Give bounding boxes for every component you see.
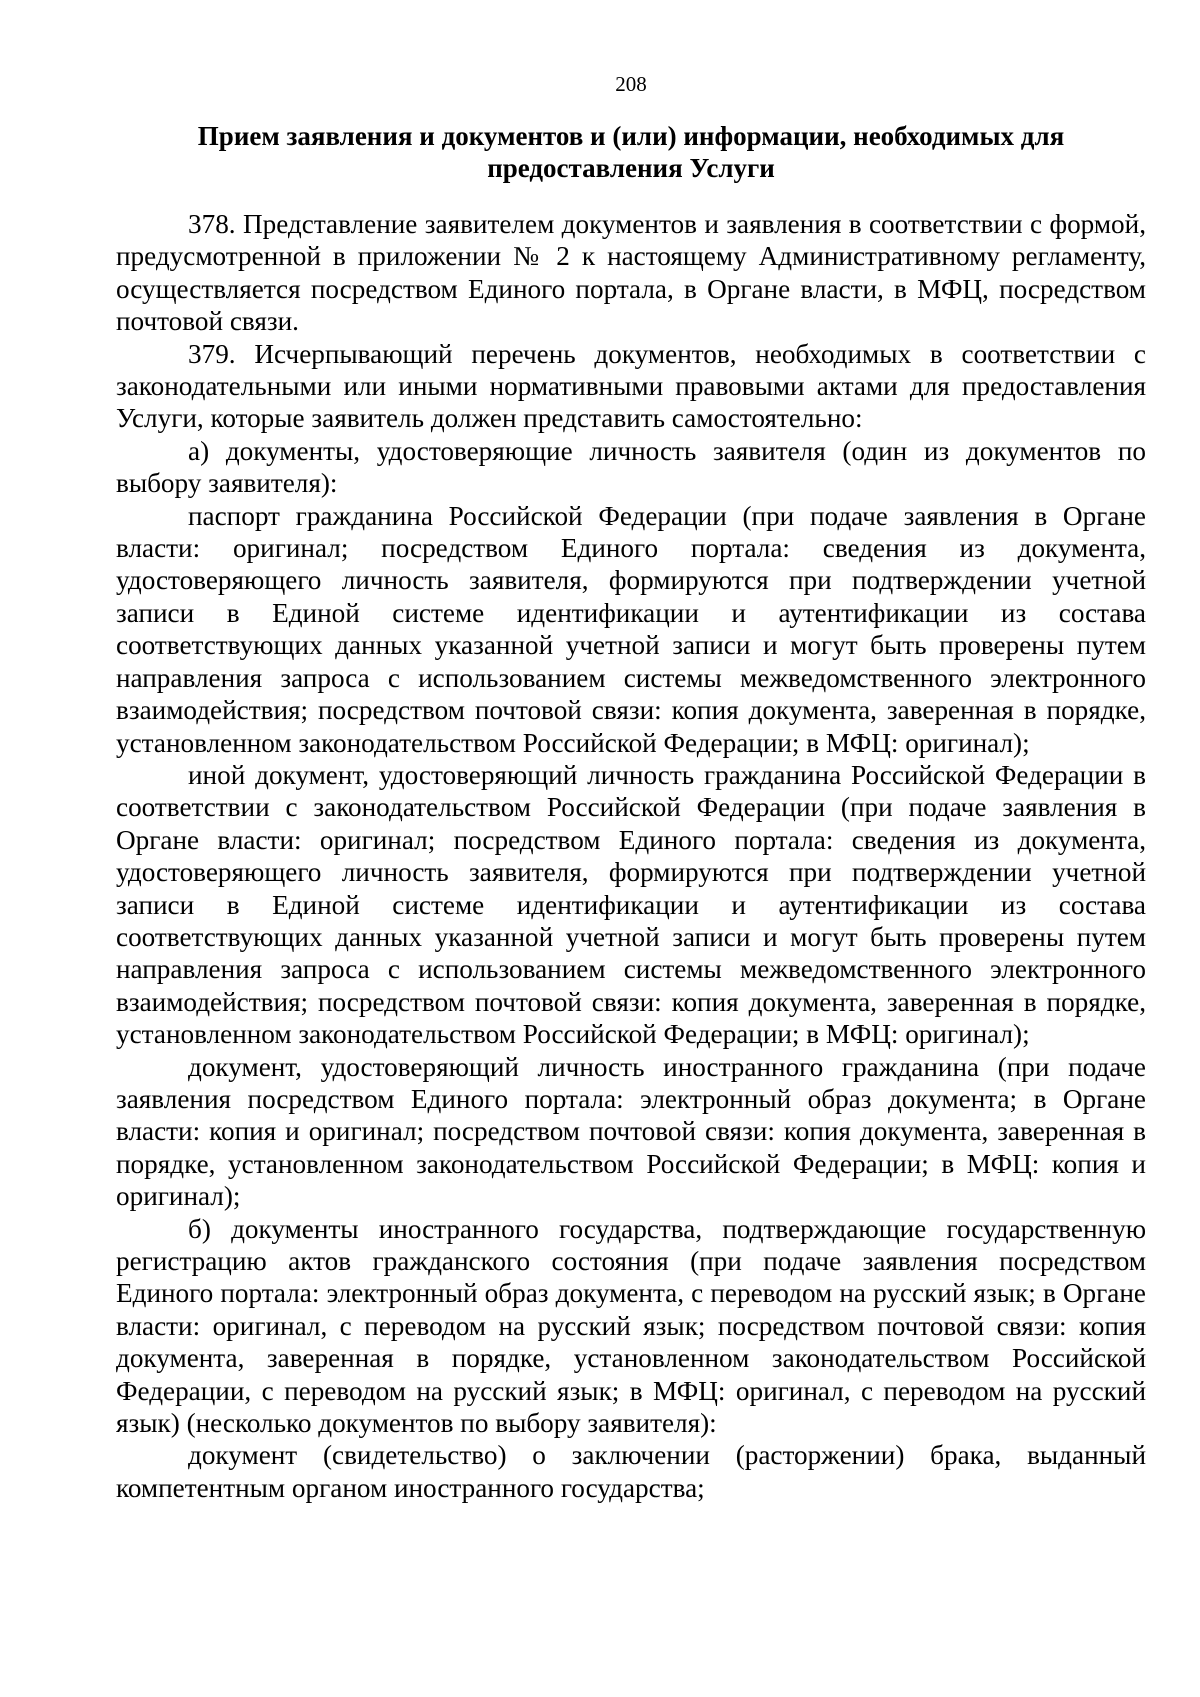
body-text bbox=[116, 208, 1146, 1504]
paragraph-item-a: а) документы, удостоверяющие личность заявителя (один из документов по выбору заявителя): bbox=[116, 435, 1146, 499]
paragraph-other-id-document: иной документ, удостоверяющий личность гражданина Российской Федерации в соответствии с законодательством Российской Федерации (при подаче заявления в Органе власти: оригинал; посредством Единого портала: сведения из документа, удостоверяющего личность заявителя, формируются при подтверждении учетной записи в Единой системе идентификации и аутентификации из состава соответствующих данных указанной учетной записи и могут быть проверены путем направления запроса с использованием системы межведомственного электронного взаимодействия; посредством почтовой связи: копия документа, заверенная в порядке, установленном законодательством Российской Федерации; в МФЦ: оригинал); bbox=[116, 759, 1146, 1050]
paragraph-379: 379. Исчерпывающий перечень документов, необходимых в соответствии с законодательными или иными нормативными правовыми актами для предоставления Услуги, которые заявитель должен представить самостоятельно: bbox=[116, 338, 1146, 434]
section-heading bbox=[116, 120, 1146, 184]
paragraph-passport: паспорт гражданина Российской Федерации (при подаче заявления в Органе власти: оригинал; посредством Единого портала: сведения из документа, удостоверяющего личность заявителя, формируются при подтверждении учетной записи в Единой системе идентификации и аутентификации из состава соответствующих данных указанной учетной записи и могут быть проверены путем направления запроса с использованием системы межведомственного электронного взаимодействия; посредством почтовой связи: копия документа, заверенная в порядке, установленном законодательством Российской Федерации; в МФЦ: оригинал); bbox=[116, 500, 1146, 758]
section-heading-line-1: Прием заявления и документов и (или) информации, необходимых для bbox=[197, 121, 1065, 151]
section-heading-line-2: предоставления Услуги bbox=[487, 153, 775, 183]
page-number: 208 bbox=[615, 72, 647, 96]
paragraph-foreign-citizen-id: документ, удостоверяющий личность иностранного гражданина (при подаче заявления посредством Единого портала: электронный образ документа; в Органе власти: копия и оригинал; посредством почтовой связи: копия документа, заверенная в порядке, установленном законодательством Российской Федерации; в МФЦ: копия и оригинал); bbox=[116, 1051, 1146, 1212]
paragraph-marriage-certificate: документ (свидетельство) о заключении (расторжении) брака, выданный компетентным органом иностранного государства; bbox=[116, 1440, 1146, 1503]
paragraph-item-b: б) документы иностранного государства, подтверждающие государственную регистрацию актов гражданского состояния (при подаче заявления посредством Единого портала: электронный образ документа, с переводом на русский язык; в Органе власти: оригинал, с переводом на русский язык; посредством почтовой связи: копия документа, заверенная в порядке, установленном законодательством Российской Федерации, с переводом на русский язык; в МФЦ: оригинал, с переводом на русский язык) (несколько документов по выбору заявителя): bbox=[116, 1213, 1146, 1439]
paragraph-378: 378. Представление заявителем документов и заявления в соответствии с формой, предусмотренной в приложении № 2 к настоящему Административному регламенту, осуществляется посредством Единого портала, в Органе власти, в МФЦ, посредством почтовой связи. bbox=[116, 209, 1146, 337]
